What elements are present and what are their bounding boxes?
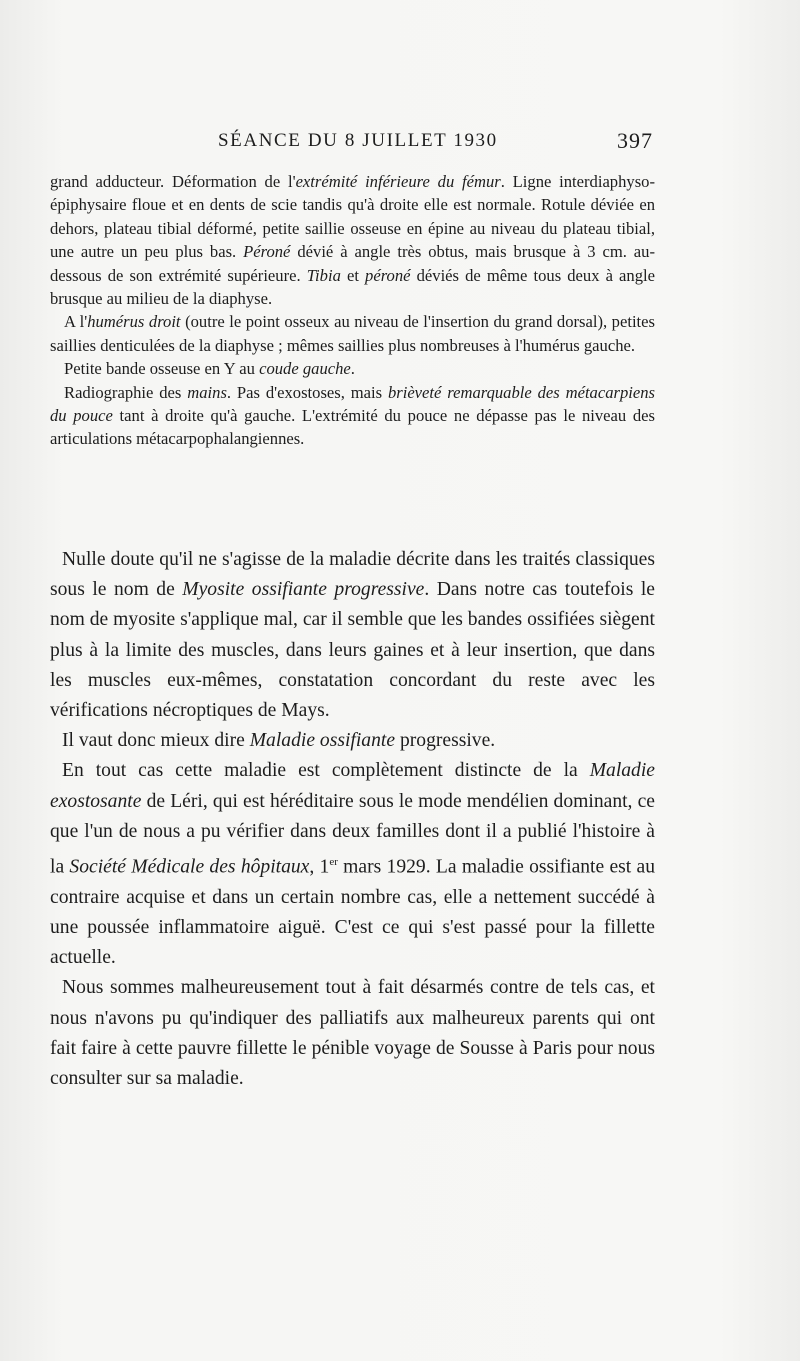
text-run: Radiographie des	[64, 382, 188, 402]
text-run: . Ligne interdiaphyso-épiphysaire floue et en dents de scie tandis qu'à droite elle est normale. Rotule déviée en dehors, plateau tibial déformé, petite saillie osseuse en épine au niveau du plateau tibial, une autre un peu plus bas.	[50, 172, 655, 262]
text-run: En tout cas cette maladie est complètement distincte de la	[62, 760, 590, 782]
paragraph-conclusion	[50, 973, 655, 1094]
text-run: (outre le point osseux au niveau de l'insertion du grand dorsal), petites saillies denticulées de la diaphyse ; mêmes saillies plus nombreuses à l'humérus gauche.	[50, 312, 655, 355]
text-run-italic: Société Médicale des hôpitaux	[69, 856, 310, 878]
paragraph-humerus	[50, 310, 655, 357]
paragraph-coude	[50, 357, 655, 380]
running-header	[200, 128, 655, 162]
text-run: . Pas d'exostoses, mais	[226, 382, 388, 402]
superscript: er	[329, 856, 338, 869]
header-title: SÉANCE DU 8 JUILLET 1930	[218, 130, 498, 151]
paragraph-maladie-ossifiante	[50, 726, 655, 756]
text-run: de Léri, qui est héréditaire sous le mode mendélien dominant, ce que l'un de nous a pu vérifier dans deux familles dont il a publié l'histoire à la	[50, 790, 655, 878]
text-run: .	[350, 359, 355, 379]
discussion-block	[50, 545, 655, 1094]
text-run: Petite bande osseuse en Y au	[64, 359, 260, 379]
text-run-italic: mains	[187, 382, 227, 402]
page-number: 397	[617, 128, 653, 153]
text-run-italic: coude gauche	[259, 359, 351, 379]
text-run: Il vaut donc mieux dire	[62, 730, 250, 752]
paragraph-leri	[50, 756, 655, 973]
text-run: A l'	[64, 312, 88, 332]
text-run-italic: Péroné	[243, 242, 291, 262]
text-run: . Dans notre cas toutefois le nom de myosite s'applique mal, car il semble que les bandes ossifiées siègent plus à la limite des muscles, dans leurs gaines et à leur insertion, que dans les muscles eux-mêmes, constatation concordant du reste avec les vérifications nécroptiques de Mays.	[50, 579, 655, 722]
text-run: Nous sommes malheureusement tout à fait désarmés contre de tels cas, et nous n'avons pu qu'indiquer des palliatifs aux malheureux parents qui ont fait faire à cette pauvre fillette le pénible voyage de Sousse à Paris pour nous consulter sur sa maladie.	[50, 977, 655, 1089]
text-run: grand adducteur. Déformation de l'	[50, 172, 296, 191]
text-run-italic: Tibia	[306, 265, 341, 285]
text-run-italic: brièveté remarquable des métacarpiens du pouce	[50, 382, 655, 426]
text-run: mars 1929. La maladie ossifiante est au contraire acquise et dans un certain nombre cas, elle a nettement succédé à une poussée inflammatoire aiguë. C'est ce qui s'est passé pour la fillette actuelle.	[50, 856, 655, 969]
paragraph-myosite	[50, 545, 655, 726]
text-run: tant à droite qu'à gauche. L'extrémité du pouce ne dépasse pas le niveau des articulations métacarpophalangiennes.	[50, 406, 655, 449]
text-run: déviés de même tous deux à angle brusque au milieu de la diaphyse.	[50, 265, 655, 309]
text-run-italic: Maladie exostosante	[50, 760, 655, 812]
text-run: , 1	[309, 856, 330, 878]
text-run-italic: Maladie ossifiante	[249, 730, 396, 752]
text-run: dévié à angle très obtus, mais brusque à 3 cm. au-dessous de son extrémité supérieure.	[50, 242, 655, 285]
text-run: progressive.	[395, 730, 496, 752]
text-run-italic: Myosite ossifiante progressive	[182, 579, 425, 601]
text-run-italic: humérus droit	[87, 312, 181, 332]
text-run-italic: péroné	[365, 265, 411, 285]
paragraph-mains	[50, 381, 655, 451]
text-run: et	[340, 265, 366, 285]
case-details-block	[50, 170, 655, 451]
paragraph-femur	[50, 170, 655, 310]
text-run: Nulle doute qu'il ne s'agisse de la maladie décrite dans les traités classiques sous le nom de	[50, 549, 655, 601]
text-run-italic: extrémité inférieure du fémur	[295, 172, 501, 191]
